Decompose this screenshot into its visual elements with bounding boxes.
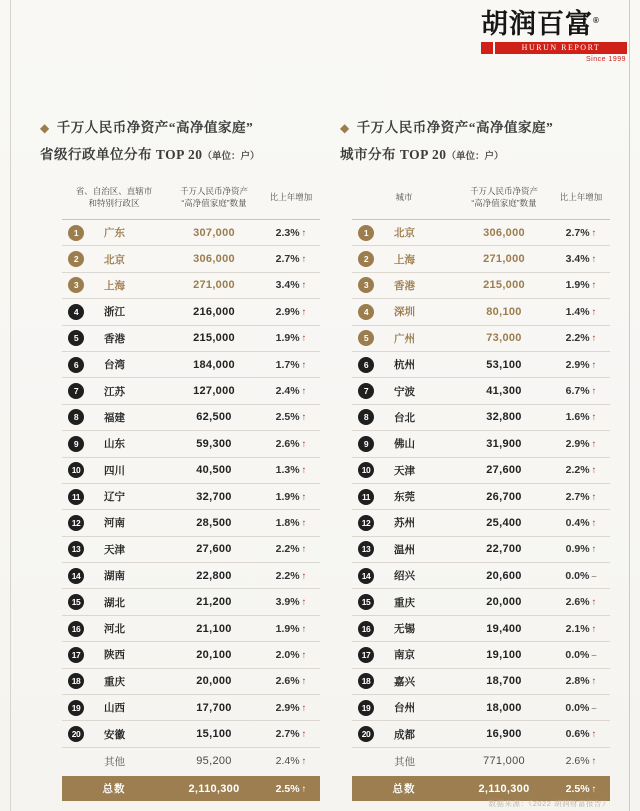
rank-badge: 2 — [358, 251, 374, 267]
flat-dash-icon: – — [591, 649, 597, 661]
household-count: 95,200 — [196, 755, 232, 767]
data-source-note: 数据来源：《2022 胡润财富报告》 — [488, 799, 610, 808]
diamond-icon: ◆ — [40, 121, 50, 135]
table-rows — [62, 220, 320, 774]
region-name: 江苏 — [104, 385, 125, 398]
household-count: 21,100 — [196, 622, 232, 635]
household-count: 80,100 — [486, 305, 522, 318]
yoy-change: 2.7% ↑ — [565, 226, 597, 239]
region-name: 香港 — [394, 279, 415, 292]
yoy-change: 2.7% ↑ — [565, 490, 597, 503]
up-arrow-icon: ↑ — [301, 386, 307, 398]
province-table-title — [40, 116, 340, 163]
region-name: 辽宁 — [104, 491, 125, 504]
up-arrow-icon: ↑ — [301, 756, 307, 767]
table-row — [352, 695, 610, 721]
up-arrow-icon: ↑ — [301, 570, 307, 582]
region-name: 成都 — [394, 728, 415, 741]
up-arrow-icon: ↑ — [301, 544, 307, 556]
household-count: 25,400 — [486, 516, 522, 529]
rank-badge: 11 — [68, 489, 84, 505]
up-arrow-icon: ↑ — [301, 359, 307, 371]
unit-note: （单位：户） — [446, 152, 504, 162]
yoy-change: 2.0% ↑ — [275, 648, 307, 661]
yoy-change: 2.9% ↑ — [565, 437, 597, 450]
region-name: 河北 — [104, 623, 125, 636]
yoy-change: 0.0% – — [565, 569, 597, 582]
table-row — [352, 299, 610, 325]
yoy-change: 2.9% ↑ — [565, 358, 597, 371]
region-name: 杭州 — [394, 359, 415, 372]
household-count: 306,000 — [483, 226, 525, 239]
yoy-change: 0.4% ↑ — [565, 516, 597, 529]
yoy-change: 2.6% ↑ — [275, 675, 307, 688]
table-row — [352, 484, 610, 510]
table-row — [352, 431, 610, 457]
table-row — [352, 721, 610, 747]
yoy-change: 2.2% ↑ — [275, 569, 307, 582]
up-arrow-icon: ↑ — [301, 649, 307, 661]
table-row — [62, 352, 320, 378]
region-name: 佛山 — [394, 438, 415, 451]
yoy-change: 0.9% ↑ — [565, 543, 597, 556]
household-count: 41,300 — [486, 385, 522, 398]
up-arrow-icon: ↑ — [301, 623, 307, 635]
yoy-change: 2.6% ↑ — [275, 437, 307, 450]
title-line1: 千万人民币净资产“高净值家庭” — [356, 120, 554, 135]
rank-badge: 12 — [358, 515, 374, 531]
region-name: 东莞 — [394, 491, 415, 504]
rank-badge: 1 — [68, 225, 84, 241]
up-arrow-icon: ↑ — [301, 465, 307, 477]
province-table — [62, 176, 320, 801]
up-arrow-icon: ↑ — [301, 306, 307, 318]
up-arrow-icon: ↑ — [301, 412, 307, 424]
table-header — [62, 176, 320, 220]
total-count: 2,110,300 — [478, 782, 530, 795]
region-name: 苏州 — [394, 517, 415, 530]
up-arrow-icon: ↑ — [591, 254, 597, 266]
rank-badge: 19 — [68, 700, 84, 716]
yoy-change: 3.4% ↑ — [565, 253, 597, 266]
up-arrow-icon: ↑ — [301, 438, 307, 450]
logo-since: Since 1999 — [585, 55, 626, 63]
flat-dash-icon: – — [591, 570, 597, 582]
region-name: 山西 — [104, 702, 125, 715]
table-row — [352, 378, 610, 404]
up-arrow-icon: ↑ — [301, 783, 307, 795]
title-line2: 城市分布 TOP 20 — [340, 147, 447, 162]
up-arrow-icon: ↑ — [591, 438, 597, 450]
rank-badge: 20 — [68, 726, 84, 742]
city-table-title — [340, 116, 640, 163]
household-count: 27,600 — [486, 464, 522, 477]
rank-badge: 9 — [68, 436, 84, 452]
yoy-change: 1.9% ↑ — [275, 490, 307, 503]
up-arrow-icon: ↑ — [591, 517, 597, 529]
household-count: 28,500 — [196, 516, 232, 529]
column-header-count: 千万人民币净资产 “高净值家庭”数量 — [469, 185, 538, 208]
yoy-change: 2.2% ↑ — [565, 332, 597, 345]
up-arrow-icon: ↑ — [591, 783, 597, 795]
up-arrow-icon: ↑ — [301, 254, 307, 266]
table-row — [62, 510, 320, 536]
yoy-change: 1.4% ↑ — [565, 305, 597, 318]
table-row — [62, 616, 320, 642]
region-name: 福建 — [104, 411, 125, 424]
up-arrow-icon: ↑ — [591, 623, 597, 635]
up-arrow-icon: ↑ — [591, 412, 597, 424]
rank-badge: 16 — [358, 621, 374, 637]
rank-badge: 8 — [358, 409, 374, 425]
household-count: 40,500 — [196, 464, 232, 477]
yoy-change: 2.1% ↑ — [565, 622, 597, 635]
rank-badge: 3 — [358, 277, 374, 293]
page-edge-left — [10, 0, 11, 811]
yoy-change: 3.4% ↑ — [275, 279, 307, 292]
rank-badge: 20 — [358, 726, 374, 742]
rank-badge: 6 — [68, 357, 84, 373]
household-count: 306,000 — [193, 253, 235, 266]
household-count: 62,500 — [196, 411, 232, 424]
rank-badge: 13 — [68, 541, 84, 557]
yoy-change: 2.2% ↑ — [565, 464, 597, 477]
region-name: 浙江 — [104, 306, 125, 319]
household-count: 31,900 — [486, 437, 522, 450]
household-count: 215,000 — [193, 332, 235, 345]
region-name: 北京 — [394, 227, 415, 240]
table-row — [62, 431, 320, 457]
up-arrow-icon: ↑ — [591, 333, 597, 345]
household-count: 26,700 — [486, 490, 522, 503]
rank-badge: 3 — [68, 277, 84, 293]
table-row — [352, 589, 610, 615]
yoy-change: 2.9% ↑ — [275, 305, 307, 318]
diamond-icon: ◆ — [340, 121, 350, 135]
table-row — [62, 537, 320, 563]
table-row — [352, 273, 610, 299]
region-name: 重庆 — [394, 596, 415, 609]
up-arrow-icon: ↑ — [301, 517, 307, 529]
household-count: 307,000 — [193, 226, 235, 239]
up-arrow-icon: ↑ — [301, 491, 307, 503]
column-header-change: 比上年增加 — [559, 191, 603, 202]
up-arrow-icon: ↑ — [591, 544, 597, 556]
yoy-change: 2.5% ↑ — [275, 411, 307, 424]
table-row — [352, 669, 610, 695]
region-name: 山东 — [104, 438, 125, 451]
household-count: 22,700 — [486, 543, 522, 556]
yoy-change: 2.6% ↑ — [565, 755, 597, 767]
household-count: 20,600 — [486, 569, 522, 582]
rank-badge: 15 — [68, 594, 84, 610]
region-name: 安徽 — [104, 728, 125, 741]
yoy-change: 2.7% ↑ — [275, 728, 307, 741]
up-arrow-icon: ↑ — [301, 676, 307, 688]
household-count: 271,000 — [193, 279, 235, 292]
region-name: 上海 — [394, 253, 415, 266]
up-arrow-icon: ↑ — [591, 280, 597, 292]
yoy-change: 0.0% – — [565, 648, 597, 661]
household-count: 20,100 — [196, 648, 232, 661]
total-label: 总数 — [102, 783, 126, 796]
logo-wordmark: 胡润百富® — [481, 9, 600, 39]
table-row — [352, 616, 610, 642]
rank-badge: 11 — [358, 489, 374, 505]
table-row — [352, 458, 610, 484]
rank-badge: 4 — [358, 304, 374, 320]
rank-badge: 15 — [358, 594, 374, 610]
region-name: 上海 — [104, 279, 125, 292]
yoy-change: 3.9% ↑ — [275, 596, 307, 609]
table-row — [62, 669, 320, 695]
rank-badge: 17 — [68, 647, 84, 663]
total-label: 总数 — [392, 783, 416, 796]
table-row — [62, 458, 320, 484]
household-count: 22,800 — [196, 569, 232, 582]
region-name: 南京 — [394, 649, 415, 662]
table-row — [62, 484, 320, 510]
total-row — [62, 776, 320, 801]
up-arrow-icon: ↑ — [591, 227, 597, 239]
yoy-change: 1.6% ↑ — [565, 411, 597, 424]
household-count: 20,000 — [196, 675, 232, 688]
rank-badge: 6 — [358, 357, 374, 373]
household-count: 27,600 — [196, 543, 232, 556]
region-name: 陕西 — [104, 649, 125, 662]
total-count: 2,110,300 — [188, 782, 240, 795]
column-header-change: 比上年增加 — [269, 191, 313, 202]
up-arrow-icon: ↑ — [591, 359, 597, 371]
total-change: 2.5% ↑ — [275, 782, 307, 795]
up-arrow-icon: ↑ — [301, 597, 307, 609]
region-name: 广州 — [394, 332, 415, 345]
household-count: 73,000 — [486, 332, 522, 345]
table-row — [62, 748, 320, 774]
up-arrow-icon: ↑ — [301, 702, 307, 714]
table-row — [62, 326, 320, 352]
table-row — [62, 563, 320, 589]
table-row — [62, 273, 320, 299]
region-name: 温州 — [394, 543, 415, 556]
household-count: 771,000 — [483, 755, 525, 767]
column-header-count: 千万人民币净资产 “高净值家庭”数量 — [179, 185, 248, 208]
rank-badge: 4 — [68, 304, 84, 320]
household-count: 32,800 — [486, 411, 522, 424]
region-name: 其他 — [394, 755, 415, 768]
title-line1: 千万人民币净资产“高净值家庭” — [56, 120, 254, 135]
column-header-city: 城市 — [395, 191, 413, 202]
region-name: 天津 — [394, 464, 415, 477]
household-count: 20,000 — [486, 596, 522, 609]
yoy-change: 2.8% ↑ — [565, 675, 597, 688]
rank-badge: 5 — [68, 330, 84, 346]
region-name: 湖南 — [104, 570, 125, 583]
rank-badge: 13 — [358, 541, 374, 557]
table-row — [352, 352, 610, 378]
household-count: 16,900 — [486, 728, 522, 741]
up-arrow-icon: ↑ — [591, 597, 597, 609]
table-row — [62, 220, 320, 246]
rank-badge: 10 — [68, 462, 84, 478]
rank-badge: 17 — [358, 647, 374, 663]
up-arrow-icon: ↑ — [591, 676, 597, 688]
household-count: 15,100 — [196, 728, 232, 741]
rank-badge: 7 — [68, 383, 84, 399]
column-header-region: 省、自治区、直辖市 和特别行政区 — [75, 185, 153, 208]
table-row — [352, 405, 610, 431]
table-row — [352, 748, 610, 774]
table-row — [62, 589, 320, 615]
household-count: 216,000 — [193, 305, 235, 318]
region-name: 深圳 — [394, 306, 415, 319]
yoy-change: 1.7% ↑ — [275, 358, 307, 371]
rank-badge: 14 — [68, 568, 84, 584]
region-name: 四川 — [104, 464, 125, 477]
household-count: 18,700 — [486, 675, 522, 688]
yoy-change: 2.2% ↑ — [275, 543, 307, 556]
household-count: 215,000 — [483, 279, 525, 292]
yoy-change: 1.8% ↑ — [275, 516, 307, 529]
rank-badge: 19 — [358, 700, 374, 716]
yoy-change: 2.4% ↑ — [275, 755, 307, 767]
rank-badge: 9 — [358, 436, 374, 452]
yoy-change: 2.3% ↑ — [275, 226, 307, 239]
yoy-change: 0.6% ↑ — [565, 728, 597, 741]
yoy-change: 2.9% ↑ — [275, 701, 307, 714]
yoy-change: 1.9% ↑ — [275, 622, 307, 635]
rank-badge: 16 — [68, 621, 84, 637]
household-count: 184,000 — [193, 358, 235, 371]
rank-badge: 14 — [358, 568, 374, 584]
yoy-change: 1.9% ↑ — [565, 279, 597, 292]
yoy-change: 0.0% – — [565, 701, 597, 714]
total-change: 2.5% ↑ — [565, 782, 597, 795]
title-line2: 省级行政单位分布 TOP 20 — [40, 147, 203, 162]
household-count: 18,000 — [486, 701, 522, 714]
region-name: 天津 — [104, 543, 125, 556]
rank-badge: 12 — [68, 515, 84, 531]
table-row — [62, 378, 320, 404]
rank-badge: 2 — [68, 251, 84, 267]
yoy-change: 2.7% ↑ — [275, 253, 307, 266]
region-name: 河南 — [104, 517, 125, 530]
table-header — [352, 176, 610, 220]
region-name: 无锡 — [394, 623, 415, 636]
up-arrow-icon: ↑ — [301, 227, 307, 239]
logo-red-square-icon — [481, 42, 493, 54]
yoy-change: 2.4% ↑ — [275, 385, 307, 398]
up-arrow-icon: ↑ — [301, 333, 307, 345]
table-row — [62, 695, 320, 721]
logo-red-band — [481, 42, 627, 54]
rank-badge: 5 — [358, 330, 374, 346]
region-name: 重庆 — [104, 675, 125, 688]
table-row — [62, 405, 320, 431]
rank-badge: 18 — [358, 673, 374, 689]
table-row — [62, 642, 320, 668]
up-arrow-icon: ↑ — [301, 280, 307, 292]
region-name: 香港 — [104, 332, 125, 345]
region-name: 台湾 — [104, 359, 125, 372]
household-count: 32,700 — [196, 490, 232, 503]
logo-english-name: HURUN REPORT — [495, 42, 627, 54]
region-name: 台州 — [394, 702, 415, 715]
region-name: 台北 — [394, 411, 415, 424]
up-arrow-icon: ↑ — [591, 386, 597, 398]
up-arrow-icon: ↑ — [591, 491, 597, 503]
up-arrow-icon: ↑ — [591, 465, 597, 477]
yoy-change: 1.9% ↑ — [275, 332, 307, 345]
region-name: 湖北 — [104, 596, 125, 609]
yoy-change: 6.7% ↑ — [565, 385, 597, 398]
region-name: 广东 — [104, 227, 125, 240]
up-arrow-icon: ↑ — [591, 729, 597, 741]
table-row — [352, 220, 610, 246]
table-row — [352, 537, 610, 563]
rank-badge: 8 — [68, 409, 84, 425]
table-rows — [352, 220, 610, 774]
table-row — [62, 299, 320, 325]
rank-badge: 18 — [68, 673, 84, 689]
unit-note: （单位：户） — [202, 152, 260, 162]
up-arrow-icon: ↑ — [591, 756, 597, 767]
household-count: 59,300 — [196, 437, 232, 450]
registered-mark-icon: ® — [593, 16, 600, 25]
household-count: 17,700 — [196, 701, 232, 714]
hurun-logo — [481, 10, 627, 63]
yoy-change: 1.3% ↑ — [275, 464, 307, 477]
table-row — [352, 642, 610, 668]
yoy-change: 2.6% ↑ — [565, 596, 597, 609]
household-count: 53,100 — [486, 358, 522, 371]
region-name: 嘉兴 — [394, 675, 415, 688]
household-count: 19,400 — [486, 622, 522, 635]
table-row — [62, 721, 320, 747]
city-table — [352, 176, 610, 801]
household-count: 19,100 — [486, 648, 522, 661]
household-count: 127,000 — [193, 385, 235, 398]
up-arrow-icon: ↑ — [591, 306, 597, 318]
rank-badge: 7 — [358, 383, 374, 399]
table-row — [352, 510, 610, 536]
rank-badge: 10 — [358, 462, 374, 478]
region-name: 绍兴 — [394, 570, 415, 583]
region-name: 北京 — [104, 253, 125, 266]
flat-dash-icon: – — [591, 702, 597, 714]
region-name: 宁波 — [394, 385, 415, 398]
table-row — [352, 563, 610, 589]
region-name: 其他 — [104, 755, 125, 768]
up-arrow-icon: ↑ — [301, 729, 307, 741]
table-row — [62, 246, 320, 272]
household-count: 21,200 — [196, 596, 232, 609]
table-row — [352, 326, 610, 352]
rank-badge: 1 — [358, 225, 374, 241]
household-count: 271,000 — [483, 253, 525, 266]
table-row — [352, 246, 610, 272]
